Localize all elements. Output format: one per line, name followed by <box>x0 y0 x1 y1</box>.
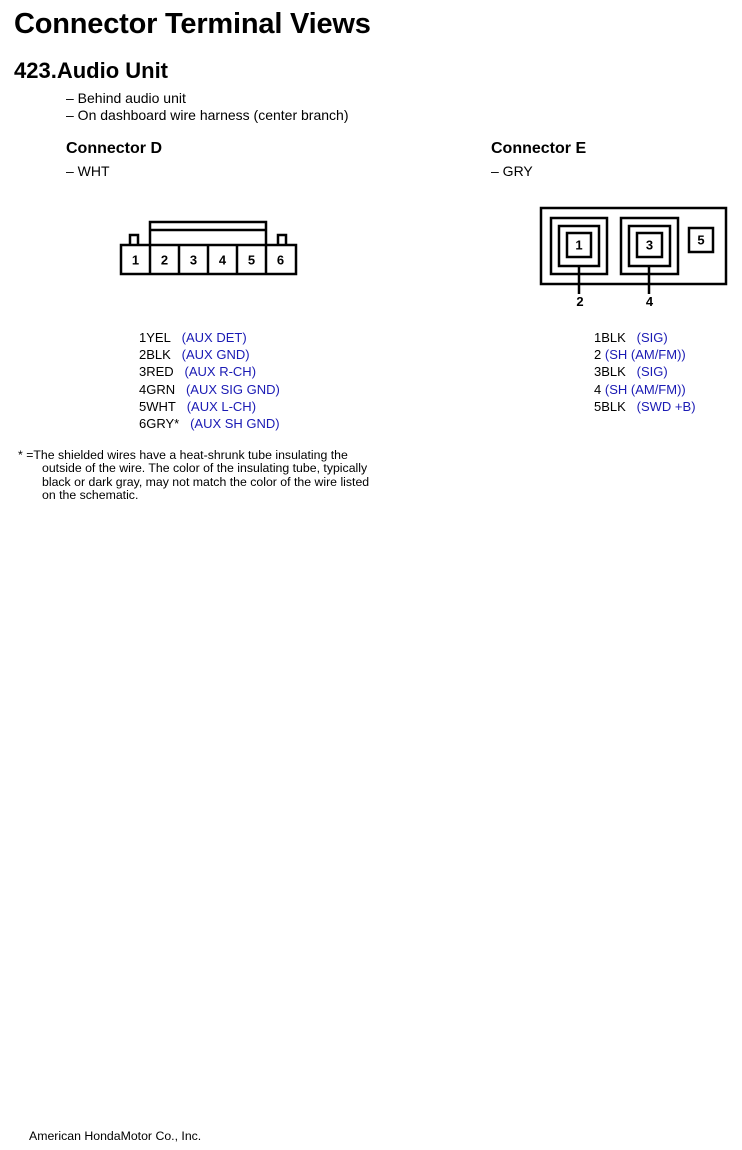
location-line: – Behind audio unit <box>66 90 186 106</box>
page-title: Connector Terminal Views <box>14 8 371 40</box>
terminal-number: 2 <box>160 252 169 268</box>
connector-e-pin-list <box>594 329 696 415</box>
shielded-wire-note <box>18 449 369 502</box>
pin-signal: (SH (AM/FM)) <box>604 347 686 363</box>
terminal-number: 1 <box>575 237 583 253</box>
terminal-number: 5 <box>247 252 256 268</box>
pin-label: 4GRN <box>139 381 176 397</box>
pin-row <box>594 329 696 346</box>
note-line: on the schematic. <box>42 487 139 502</box>
pin-signal: (AUX GND) <box>181 347 250 363</box>
lead-number: 4 <box>645 294 654 309</box>
connector-e-color: – GRY <box>491 163 533 179</box>
pin-signal: (AUX DET) <box>181 330 247 345</box>
pin-row <box>594 381 696 398</box>
pin-label: 6GRY* <box>139 416 180 432</box>
terminal-number: 4 <box>218 252 227 268</box>
connector-d-color: – WHT <box>66 163 110 179</box>
terminal-number: 6 <box>276 252 285 268</box>
pin-label: 2BLK <box>139 347 171 363</box>
terminal-number: 1 <box>131 252 140 268</box>
connector-d-left-ear <box>130 235 138 245</box>
note-line: black or dark gray, may not match the color of the wire listed <box>42 474 370 489</box>
pin-label: 1BLK <box>594 330 626 345</box>
connector-d-right-ear <box>278 235 286 245</box>
pin-row <box>139 329 280 346</box>
pin-signal: (AUX SH GND) <box>190 416 280 432</box>
pin-label: 4 <box>594 381 602 397</box>
pin-row <box>594 346 696 363</box>
pin-label: 3BLK <box>594 364 626 380</box>
pin-label: 3RED <box>139 364 174 380</box>
pin-signal: (AUX L-CH) <box>186 398 257 414</box>
pin-row <box>139 398 280 415</box>
pin-row <box>139 346 280 363</box>
terminal-number: 3 <box>189 252 198 268</box>
connector-e-title: Connector E <box>491 140 587 157</box>
pin-signal: (AUX R-CH) <box>184 364 257 380</box>
terminal-number: 3 <box>645 237 654 253</box>
pin-row <box>139 415 280 432</box>
section-title: 423.Audio Unit <box>14 58 169 83</box>
terminal-number: 5 <box>697 232 705 248</box>
note-line: outside of the wire. The color of the insulating tube, typically <box>42 461 368 476</box>
footer-copyright: American HondaMotor Co., Inc. <box>29 1129 202 1143</box>
pin-signal: (SIG) <box>636 330 668 345</box>
connector-d-pin-list <box>139 329 280 432</box>
pin-signal: (SH (AM/FM)) <box>604 381 686 397</box>
pin-row <box>139 381 280 398</box>
pin-row <box>594 398 696 415</box>
pin-label: 5WHT <box>139 398 176 414</box>
pin-signal: (SWD +B) <box>636 398 696 414</box>
pin-label: 2 <box>594 347 602 363</box>
pin-label: 1YEL <box>139 330 171 345</box>
location-line: – On dashboard wire harness (center branch) <box>66 107 349 123</box>
pin-label: 5BLK <box>594 398 626 414</box>
pin-signal: (AUX SIG GND) <box>185 381 280 397</box>
pin-row <box>594 363 696 380</box>
lead-number: 2 <box>576 294 584 309</box>
connector-d-title: Connector D <box>66 140 162 157</box>
pin-signal: (SIG) <box>636 364 668 380</box>
connector-d-lock-tab <box>150 222 266 245</box>
connector-d-diagram <box>114 214 304 280</box>
note-line: * =The shielded wires have a heat-shrunk tube insulating the <box>18 448 348 462</box>
connector-e-diagram <box>536 204 732 312</box>
pin-row <box>139 363 280 380</box>
